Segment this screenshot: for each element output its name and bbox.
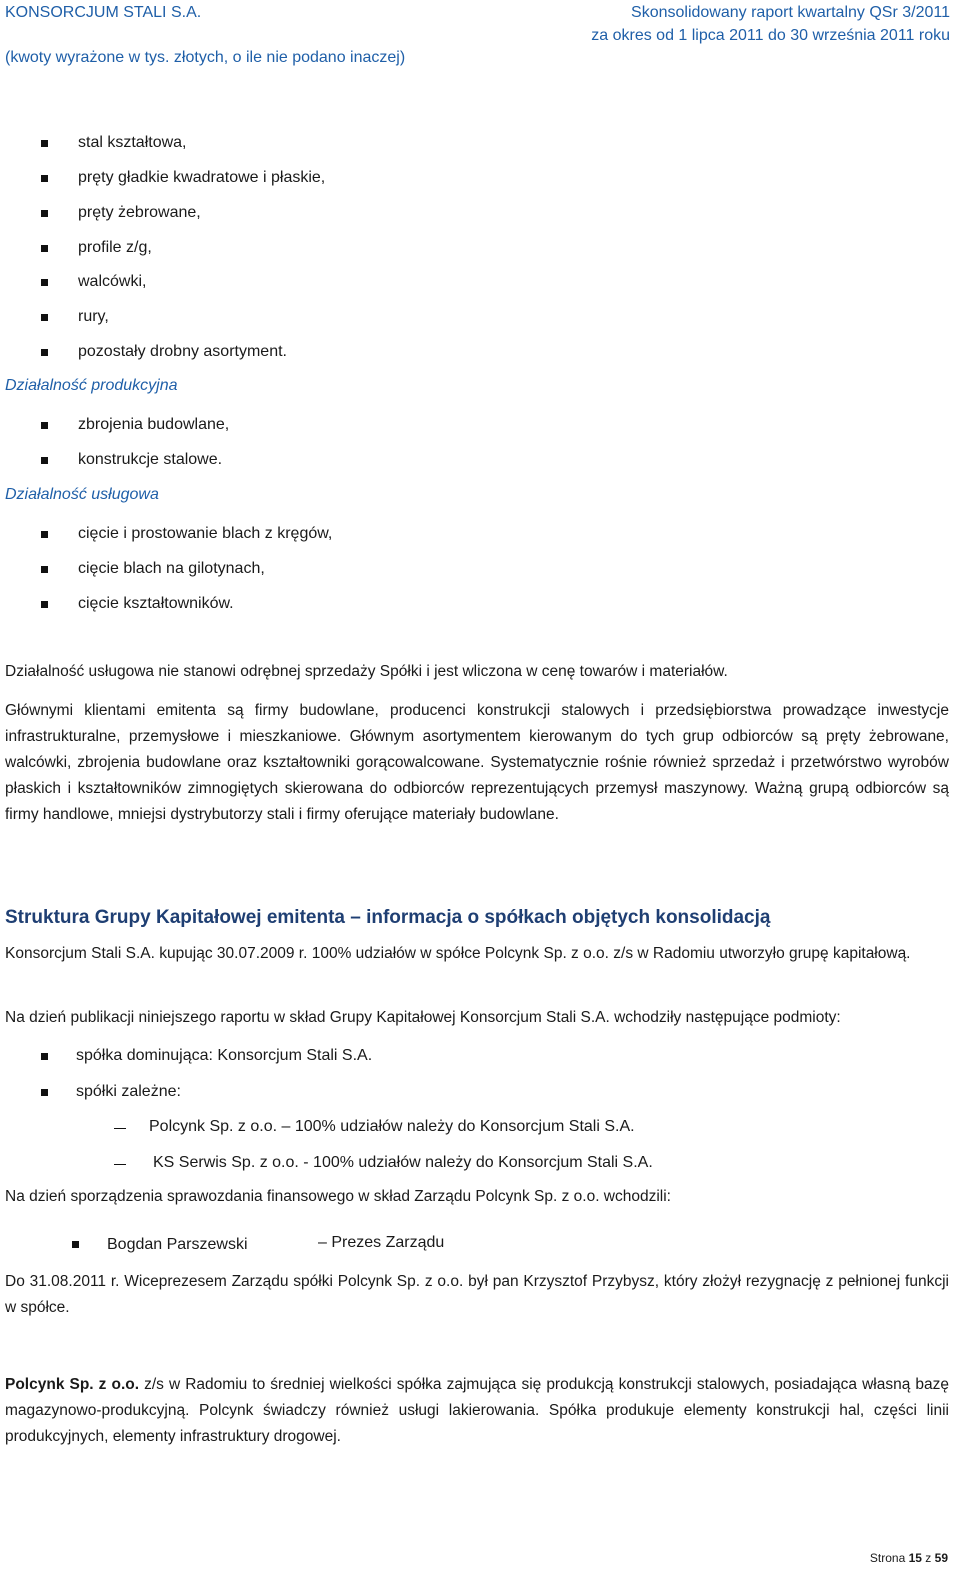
company-name: KONSORCJUM STALI S.A.	[5, 4, 202, 21]
list-item: walcówki,	[78, 273, 147, 290]
subsidiaries-label: spółki zależne:	[76, 1083, 181, 1100]
group-members-intro: Na dzień publikacji niniejszego raportu w skład Grupy Kapitałowej Konsorcjum Stali S.A. wchodziły następujące podmioty:	[5, 1009, 841, 1026]
list-item: cięcie i prostowanie blach z kręgów,	[78, 525, 333, 542]
list-item: konstrukcje stalowe.	[78, 451, 223, 468]
board-member-name: Bogdan Parszewski	[107, 1236, 248, 1253]
bullet-icon	[41, 457, 48, 464]
list-item: pozostały drobny asortyment.	[78, 343, 287, 360]
board-member-role: – Prezes Zarządu	[318, 1234, 445, 1251]
bullet-icon	[41, 279, 48, 286]
bullet-icon	[41, 245, 48, 252]
dash-icon	[114, 1164, 126, 1165]
board-intro: Na dzień sporządzenia sprawozdania finansowego w skład Zarządu Polcynk Sp. z o.o. wchodzili:	[5, 1188, 671, 1205]
service-note: Działalność usługowa nie stanowi odrębnej sprzedaży Spółki i jest wliczona w cenę towarów i materiałów.	[5, 663, 728, 680]
polcynk-description: z/s w Radomiu to średniej wielkości spółka zajmująca się produkcją konstrukcji stalowych, posiadająca własną bazę magazynowo-produkcyjną. Polcynk świadczy również usługi lakierowania. Spółka produkuje elementy konstrukcji hal, części linii produkcyjnych, elementy infrastruktury drogowej.	[5, 1376, 949, 1445]
list-item: stal kształtowa,	[78, 134, 187, 151]
list-item: zbrojenia budowlane,	[78, 416, 230, 433]
subsidiary-item: Polcynk Sp. z o.o. – 100% udziałów należy do Konsorcjum Stali S.A.	[149, 1118, 635, 1135]
list-item: cięcie blach na gilotynach,	[78, 560, 265, 577]
list-item: rury,	[78, 308, 109, 325]
service-heading: Działalność usługowa	[5, 486, 159, 503]
dominant-company: spółka dominująca: Konsorcjum Stali S.A.	[76, 1047, 373, 1064]
bullet-icon	[41, 601, 48, 608]
dash-icon	[114, 1128, 126, 1129]
subsidiary-item: KS Serwis Sp. z o.o. - 100% udziałów należy do Konsorcjum Stali S.A.	[153, 1154, 653, 1171]
bullet-icon	[41, 175, 48, 182]
report-title: Skonsolidowany raport kwartalny QSr 3/2011	[631, 4, 950, 21]
report-period: za okres od 1 lipca 2011 do 30 września 2011 roku	[591, 27, 950, 44]
bullet-icon	[41, 210, 48, 217]
units-note: (kwoty wyrażone w tys. złotych, o ile nie podano inaczej)	[5, 49, 406, 66]
bullet-icon	[41, 314, 48, 321]
bullet-icon	[41, 566, 48, 573]
production-heading: Działalność produkcyjna	[5, 377, 178, 394]
list-item: pręty gładkie kwadratowe i płaskie,	[78, 169, 326, 186]
structure-paragraph: Konsorcjum Stali S.A. kupując 30.07.2009 r. 100% udziałów w spółce Polcynk Sp. z o.o. z/s w Radomiu utworzyło grupę kapitałową.	[5, 945, 911, 962]
list-item: profile z/g,	[78, 239, 152, 256]
section-title: Struktura Grupy Kapitałowej emitenta – informacja o spółkach objętych konsolidacją	[5, 907, 771, 928]
list-item: pręty żebrowane,	[78, 204, 201, 221]
bullet-icon	[72, 1241, 79, 1248]
polcynk-name: Polcynk Sp. z o.o.	[5, 1376, 140, 1393]
resignation-paragraph: Do 31.08.2011 r. Wiceprezesem Zarządu spółki Polcynk Sp. z o.o. był pan Krzysztof Przybysz, który złożył rezygnację z pełnionej funkcji w spółce.	[5, 1273, 949, 1316]
bullet-icon	[41, 140, 48, 147]
list-item: cięcie kształtowników.	[78, 595, 234, 612]
bullet-icon	[41, 422, 48, 429]
page-number: Strona 15 z 59	[869, 1551, 948, 1565]
bullet-icon	[41, 1089, 48, 1096]
polcynk-paragraph	[5, 1372, 949, 1450]
clients-paragraph: Głównymi klientami emitenta są firmy budowlane, producenci konstrukcji stalowych i przedsiębiorstwa prowadzące inwestycje infrastrukturalne, przemysłowe i mieszkaniowe. Głównym asortymentem kierowanym do tych grup odbiorców są pręty żebrowane, walcówki, zbrojenia budowlane oraz kształtowniki gorącowalcowane. Systematycznie rośnie również sprzedaż i przetwórstwo wyrobów płaskich i kształtowników zimnogiętych skierowana do odbiorców reprezentujących przemysł maszynowy. Ważną grupą odbiorców są firmy handlowe, mniejsi dystrybutorzy stali i firmy oferujące materiały budowlane.	[5, 702, 949, 823]
bullet-icon	[41, 1053, 48, 1060]
bullet-icon	[41, 349, 48, 356]
bullet-icon	[41, 531, 48, 538]
